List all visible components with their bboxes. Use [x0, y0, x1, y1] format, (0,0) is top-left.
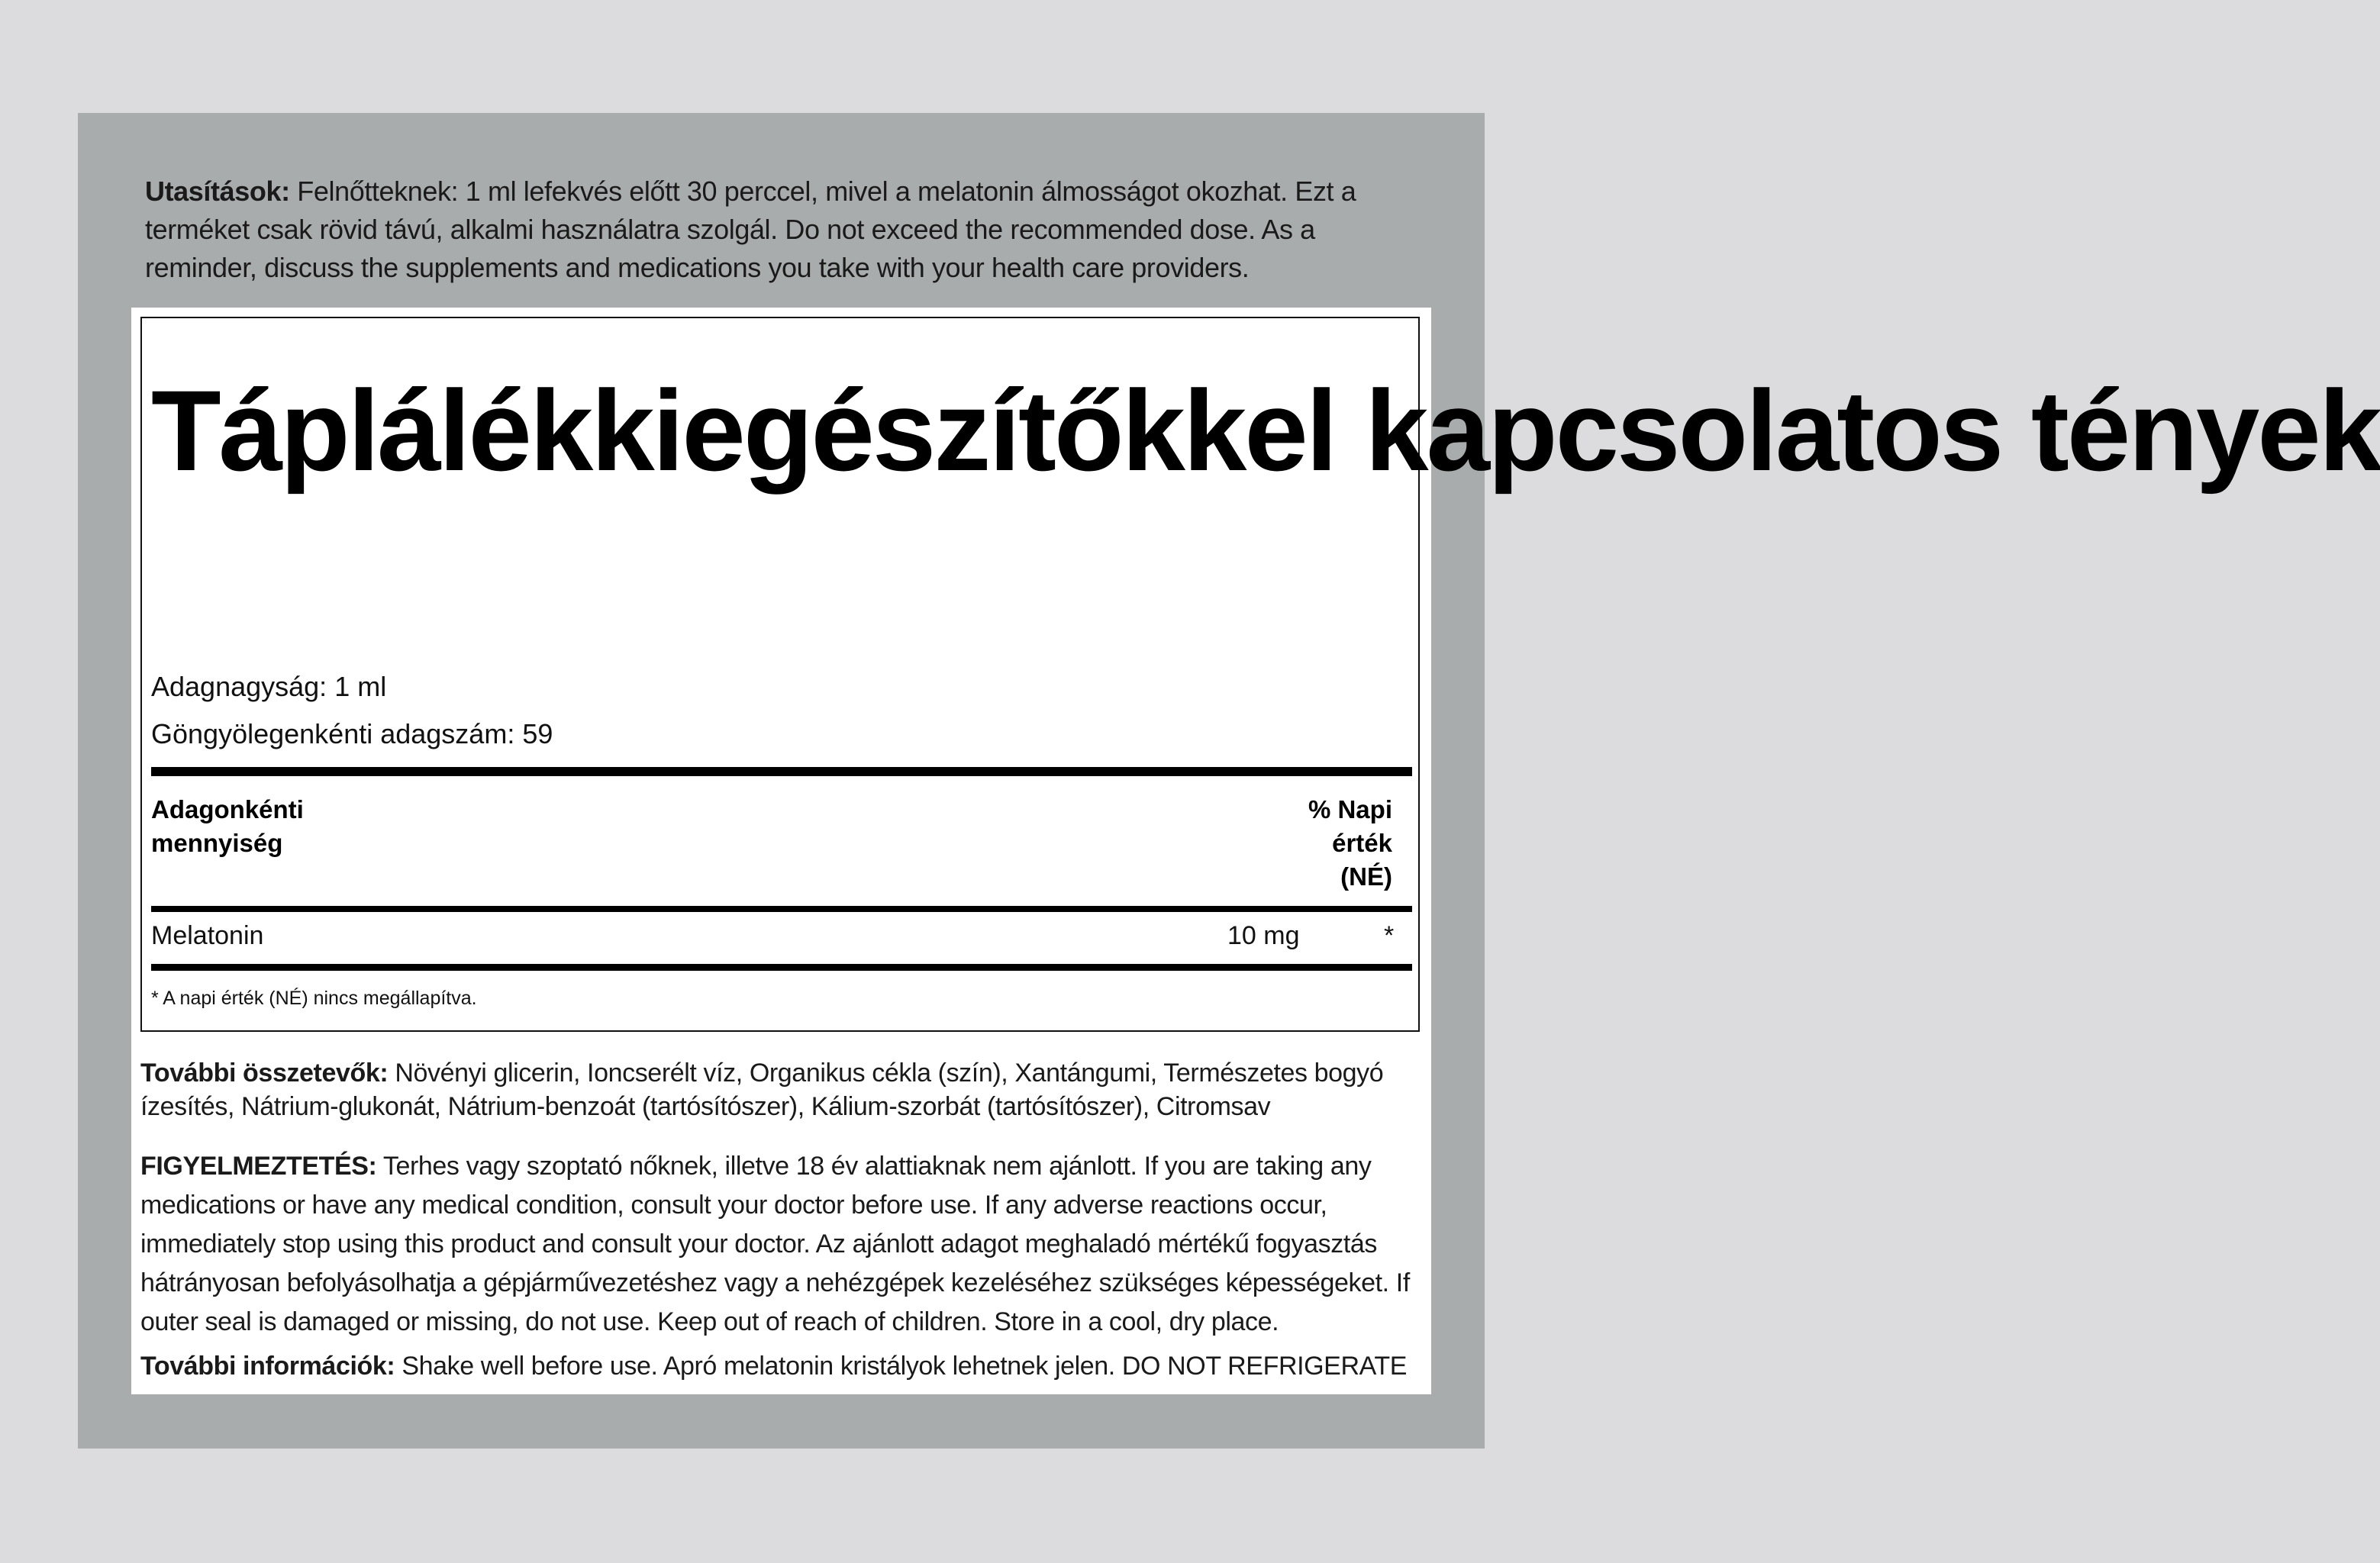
other-ingredients-label: További összetevők:	[140, 1059, 389, 1088]
divider-header	[151, 906, 1412, 912]
supplement-facts-title: Táplálékkiegészítőkkel kapcsolatos tények	[151, 366, 2380, 495]
instructions-label: Utasítások:	[145, 176, 290, 207]
column-header-daily-value: % Napi érték (NÉ)	[1308, 795, 1392, 891]
divider-bottom	[151, 964, 1412, 971]
warning-label: FIGYELMEZTETÉS:	[140, 1152, 377, 1181]
nutrient-amount: 10 mg	[1227, 921, 1300, 950]
other-ingredients-text: Növényi glicerin, Ioncserélt víz, Organikus cékla (szín), Xantángumi, Természetes bogyó ízesítés, Nátrium-glukonát, Nátrium-benzoát (tartósítószer), Kálium-szorbát (tartósítószer), Citromsav	[140, 1059, 1384, 1121]
warning-paragraph	[140, 1147, 1423, 1342]
more-info-label: További információk:	[140, 1352, 395, 1381]
column-header-amount: Adagonkénti mennyiség	[151, 795, 304, 857]
servings-per-container: Göngyölegenkénti adagszám: 59	[151, 718, 553, 749]
daily-value-footnote: * A napi érték (NÉ) nincs megállapítva.	[151, 988, 477, 1009]
more-info-text: Shake well before use. Apró melatonin kristályok lehetnek jelen. DO NOT REFRIGERATE	[395, 1352, 1408, 1381]
warning-text: Terhes vagy szoptató nőknek, illetve 18 év alattiaknak nem ajánlott. If you are taking any medications or have any medical condition, consult your doctor before use. If any adverse reactions occur, immediately stop using this product and consult your doctor. Az ajánlott adagot meghaladó mértékű fogyasztás hátrányosan befolyásolhatja a gépjárművezetéshez vagy a nehézgépek kezeléséhez szükséges képességeket. If outer seal is damaged or missing, do not use. Keep out of reach of children. Store in a cool, dry place.	[140, 1152, 1410, 1336]
serving-size: Adagnagyság: 1 ml	[151, 671, 387, 702]
instructions-text: Felnőtteknek: 1 ml lefekvés előtt 30 perccel, mivel a melatonin álmosságot okozhat. Ezt a terméket csak rövid távú, alkalmi használatra szolgál. Do not exceed the recommended dose. As a reminder, discuss the supplements and medications you take with your health care providers.	[145, 176, 1356, 283]
more-info-paragraph	[140, 1347, 1423, 1385]
nutrient-daily-value: *	[1384, 921, 1395, 950]
other-ingredients-paragraph	[140, 1056, 1423, 1123]
supplement-facts-box	[140, 317, 2380, 1032]
instructions-paragraph	[145, 172, 1397, 287]
thick-divider-top	[151, 767, 1412, 776]
nutrient-name: Melatonin	[151, 921, 264, 950]
